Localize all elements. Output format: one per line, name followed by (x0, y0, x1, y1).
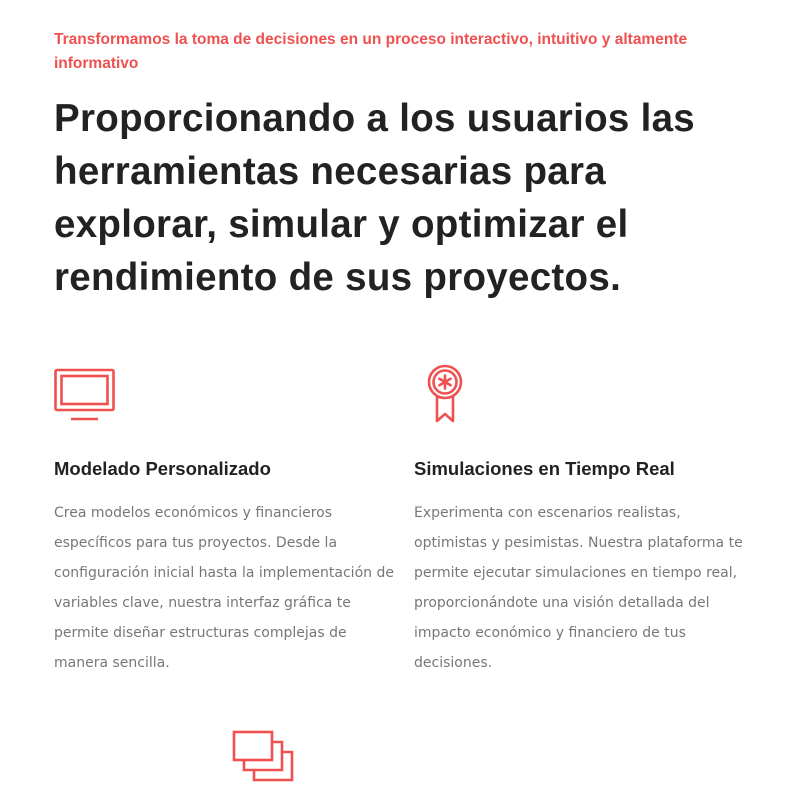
feature-card-simulations (414, 364, 759, 671)
page-headline: Proporcionando a los usuarios las herramientas necesarias para explorar, simular y optimizar el rendimiento de sus proyectos. (54, 97, 696, 299)
feature-title: Modelado Personalizado (54, 458, 271, 479)
feature-title: Simulaciones en Tiempo Real (414, 458, 675, 479)
feature-card-modeling (54, 364, 399, 671)
intro-eyebrow: Transformamos la toma de decisiones en un proceso interactivo, intuitivo y altamente informativo (54, 31, 688, 72)
feature-description: Experimenta con escenarios realistas, optimistas y pesimistas. Nuestra plataforma te permite ejecutar simulaciones en tiempo real, proporcionándote una visión detallada del impacto económico y financiero de tus decisiones. (414, 505, 743, 671)
feature-description: Crea modelos económicos y financieros específicos para tus proyectos. Desde la configuración inicial hasta la implementación de variables clave, nuestra interfaz gráfica te permite diseñar estructuras complejas de manera sencilla. (54, 505, 394, 671)
feature-card-layers (232, 730, 577, 794)
monitor-icon (54, 364, 118, 428)
award-ribbon-icon (414, 364, 478, 428)
stacked-layers-icon (232, 730, 296, 794)
